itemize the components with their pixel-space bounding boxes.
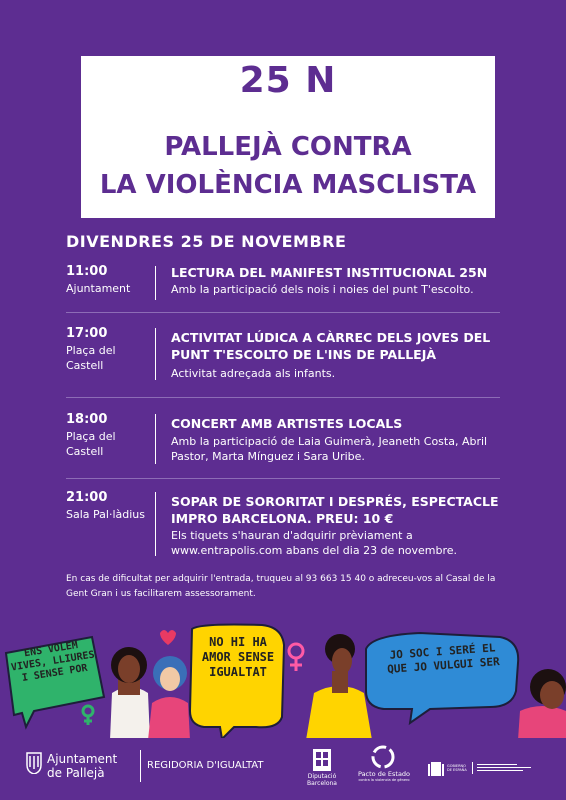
diputacio-line-1: Diputació: [307, 773, 337, 780]
woman-figure-3: [306, 634, 372, 740]
event-divider: [155, 492, 156, 556]
pacto-subtitle: contra la violencia de género: [358, 778, 410, 782]
event-title: CONCERT AMB ARTISTES LOCALS: [171, 416, 403, 431]
ajuntament-line-2: de Pallejà: [47, 766, 105, 780]
spain-coat-of-arms-icon: [428, 760, 444, 778]
subtitle-line-1: PALLEJÀ CONTRA: [164, 132, 412, 162]
event-time: 11:00: [66, 264, 108, 279]
event-place: Sala Pal·làdius: [66, 508, 145, 521]
ajuntament-line-1: Ajuntament: [47, 752, 118, 766]
pacto-title: Pacto de Estado: [357, 770, 411, 778]
woman-figure-1: [110, 647, 150, 740]
event-divider: [155, 414, 156, 464]
event-date: DIVENDRES 25 DE NOVEMBRE: [66, 232, 347, 251]
event-time: 21:00: [66, 490, 108, 505]
event-title: LECTURA DEL MANIFEST INSTITUCIONAL 25N: [171, 265, 488, 280]
contact-note: En cas de dificultat per adquirir l'entrada, truqueu al 93 663 15 40 o adreceu-vos al Casal de la Gent Gran i us facilitarem assessorament.: [66, 574, 496, 599]
ajuntament-crest-icon: [26, 752, 42, 774]
event-place: Plaça del Castell: [66, 344, 116, 372]
page-subtitle: [81, 128, 495, 204]
event-title: ACTIVITAT LÚDICA A CÀRREC DELS JOVES DEL PUNT T'ESCOLTO DE L'INS DE PALLEJÀ: [171, 330, 491, 362]
event-title: SOPAR DE SORORITAT I DESPRÉS, ESPECTACLE IMPRO BARCELONA. PREU: 10 €: [171, 494, 499, 526]
woman-figure-2: [148, 656, 190, 740]
pacto-logo-icon: [370, 744, 396, 770]
regidoria-label: REGIDORIA D'IGUALTAT: [147, 760, 264, 771]
bubble-text-middle: NO HI HA AMOR SENSE IGUALTAT: [201, 635, 275, 679]
event-place: Ajuntament: [66, 282, 131, 295]
event-time: 17:00: [66, 326, 108, 341]
event-item: [66, 412, 506, 472]
event-description: Els tiquets s'hauran d'adquirir prèviament a www.entrapolis.com abans del dia 23 de novembre.: [171, 529, 458, 557]
event-divider: [155, 266, 156, 300]
page-title: 25 N: [239, 60, 337, 101]
woman-figure-4: [518, 669, 566, 740]
event-item: [66, 264, 506, 304]
title-box: [81, 56, 495, 218]
event-time: 18:00: [66, 412, 108, 427]
illustration: [0, 615, 566, 740]
diputacio-line-2: Barcelona: [307, 780, 337, 787]
footer: [0, 738, 566, 800]
separator: [66, 397, 500, 398]
event-description: Amb la participació de Laia Guimerà, Jeaneth Costa, Abril Pastor, Marta Mínguez i Sara Uribe.: [171, 435, 488, 463]
subtitle-line-2: LA VIOLÈNCIA MASCLISTA: [99, 170, 477, 200]
event-item: [66, 326, 506, 386]
separator: [66, 312, 500, 313]
diputacio-logo-text: [306, 773, 338, 787]
event-item: [66, 490, 506, 560]
pacto-logo-text: [356, 771, 412, 783]
event-divider: [155, 328, 156, 380]
bubble-text-right: JO SOC I SERÉ EL QUE JO VULGUI SER: [386, 641, 501, 676]
event-place: Plaça del Castell: [66, 430, 116, 458]
event-description: Activitat adreçada als infants.: [171, 367, 336, 380]
separator: [66, 478, 500, 479]
event-description: Amb la participació dels nois i noies del punt T'escolto.: [171, 283, 474, 296]
footer-divider: [140, 750, 141, 782]
ajuntament-logo-text: [47, 752, 117, 780]
ministerio-block: [472, 762, 545, 774]
bubble-text-left: ENS VOLEM VIVES, LLIURES I SENSE POR: [10, 639, 96, 684]
diputacio-crest-icon: [312, 746, 332, 772]
gobierno-label: GOBIERNO DE ESPAÑA: [447, 764, 467, 772]
